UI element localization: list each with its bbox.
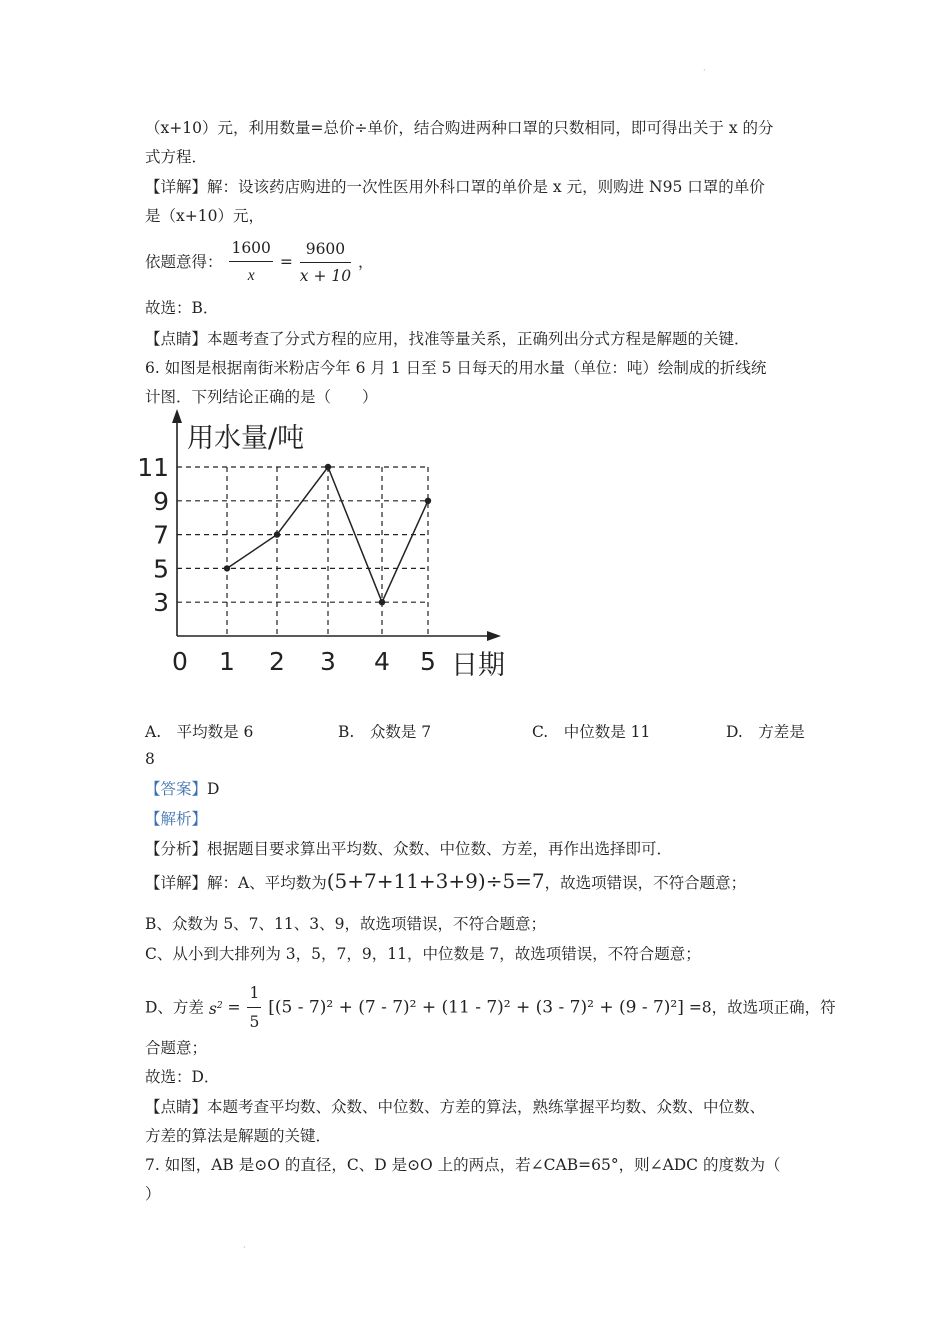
page-mark: · [703, 66, 706, 75]
answer-line [145, 779, 219, 799]
x-tick-label: 1 [219, 647, 235, 676]
x-axis-label: 日期 [451, 650, 505, 681]
y-tick-label: 3 [153, 588, 169, 618]
equation-line [145, 236, 374, 288]
equation-suffix: ， [358, 253, 374, 271]
question-line: 6. 如图是根据南街米粉店今年 6 月 1 日至 5 日每天的用水量（单位：吨）绘制成的折线统 [145, 359, 767, 377]
x-tick-label: 3 [320, 647, 336, 676]
text-line: （x+10）元，利用数量=总价÷单价，结合购进两种口罩的只数相同，即可得出关于 x 的分 [145, 119, 774, 137]
y-tick-label: 5 [153, 554, 169, 584]
answer-label: 【答案】 [145, 780, 208, 798]
chart-labels [137, 423, 505, 681]
question-line: ） [145, 1185, 161, 1203]
data-point [379, 599, 385, 605]
y-axis-arrow [172, 409, 182, 423]
equation-prefix: 依题意得： [145, 253, 223, 271]
text-line: 方差的算法是解题的关键． [145, 1127, 332, 1145]
text-line: 【点睛】本题考查了分式方程的应用，找准等量关系，正确列出分式方程是解题的关键． [145, 330, 750, 348]
y-tick-label: 11 [137, 453, 169, 482]
text-line: 【详解】解：A、平均数为(5+7+11+3+9)÷5=7，故选项错误，不符合题意； [145, 869, 747, 893]
text-line: 合题意； [145, 1039, 208, 1057]
variance-formula: [(5 - 7)² + (7 - 7)² + (11 - 7)² + (3 - 7)² + (9 - 7)²] [268, 997, 684, 1018]
denominator: x [247, 267, 255, 284]
data-point [274, 531, 280, 537]
question-line: 计图．下列结论正确的是（ ） [145, 388, 378, 406]
numerator: 9600 [300, 237, 351, 263]
y-axis-label: 用水量/吨 [187, 423, 305, 454]
choice-d-continued: 8 [145, 750, 155, 768]
text-line: 故选：D． [145, 1068, 220, 1086]
data-point [425, 498, 431, 504]
choice-b[interactable]: B. 众数是 7 [338, 723, 432, 741]
choice-d[interactable]: D. 方差是 [726, 723, 805, 741]
text-line: 式方程． [145, 148, 208, 166]
text-line: C、从小到大排列为 3，5，7，9，11，中位数是 7，故选项错误，不符合题意； [145, 945, 701, 963]
chart-grid [177, 467, 428, 636]
variance-line: D、方差 $s^2$ = $\frac{1}{5}$ [(5 - 7)² + (7 - 7)² + (11 - 7)² + (3 - 7)² + (9 - 7)²] =8，故选项正确，符 [145, 980, 836, 1035]
page-mark: · [243, 1243, 246, 1252]
text-line: 故选：B． [145, 299, 219, 317]
answer-value: D [207, 780, 220, 798]
text-line: 是（x+10）元， [145, 207, 264, 225]
text-line: 【分析】根据题目要求算出平均数、众数、中位数、方差，再作出选择即可． [145, 840, 673, 858]
formula-mean: (5+7+11+3+9)÷5=7 [326, 869, 545, 893]
choice-a[interactable]: A. 平均数是 6 [145, 723, 254, 741]
question-line: 7. 如图，AB 是⊙O 的直径，C、D 是⊙O 上的两点，若∠CAB=65°，则∠ADC 的度数为（ [145, 1156, 781, 1174]
y-tick-label: 7 [153, 520, 169, 550]
text-line: 【点睛】本题考查平均数、众数、中位数、方差的算法，熟练掌握平均数、众数、中位数、 [145, 1098, 766, 1116]
text-line: 【详解】解：设该药店购进的一次性医用外科口罩的单价是 x 元，则购进 N95 口罩的单价 [145, 178, 765, 196]
equals-sign: = [279, 253, 293, 271]
fraction-one-fifth: $\frac{1}{5}$ [247, 980, 261, 1035]
analysis-label: 【解析】 [145, 810, 208, 828]
fraction-1 [229, 236, 272, 288]
text-line: B、众数为 5、7、11、3、9，故选项错误，不符合题意； [145, 915, 546, 933]
x-tick-label: 2 [269, 647, 285, 676]
line-chart [135, 405, 515, 690]
data-point [224, 565, 230, 571]
origin-label: 0 [172, 647, 188, 676]
choice-c[interactable]: C. 中位数是 11 [532, 723, 651, 741]
denominator: x + 10 [299, 266, 352, 285]
numerator: 1600 [229, 236, 272, 262]
y-tick-label: 9 [153, 486, 169, 516]
variance-symbol: $s^2$ [208, 1000, 223, 1019]
x-tick-label: 4 [374, 647, 390, 676]
data-point [325, 464, 331, 470]
x-axis-arrow [487, 631, 501, 641]
fraction-2 [300, 237, 351, 288]
x-tick-label: 5 [420, 647, 436, 676]
